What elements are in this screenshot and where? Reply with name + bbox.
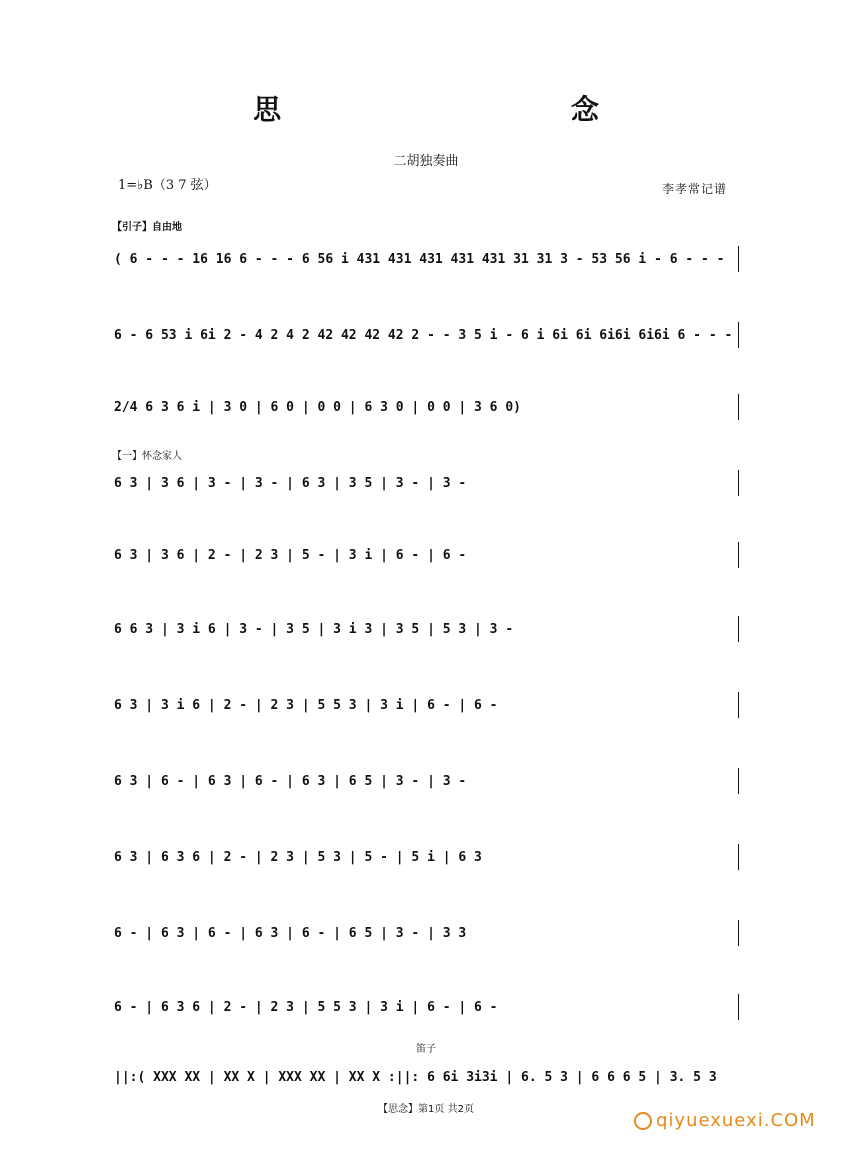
staff-line-12: ||:( XXX XX | XX X | XXX XX | XX X :||: 6 6i 3i3i | 6. 5 3 | 6 6 6 5 | 3. 5 3 bbox=[114, 1070, 717, 1085]
staff-line-11: 6 - | 6 3 6 | 2 - | 2 3 | 5 5 3 | 3 i | 6 - | 6 - bbox=[110, 990, 742, 1024]
staff-line-4: 6 3 | 3 6 | 3 - | 3 - | 6 3 | 3 5 | 3 - | 3 - bbox=[110, 466, 742, 500]
staff-line-8: 6 3 | 6 - | 6 3 | 6 - | 6 3 | 6 5 | 3 - | 3 - bbox=[110, 764, 742, 798]
staff-line-5: 6 3 | 3 6 | 2 - | 2 3 | 5 - | 3 i | 6 - | 6 - bbox=[110, 538, 742, 572]
subtitle: 二胡独奏曲 bbox=[393, 154, 459, 169]
dizi-label: 笛子 bbox=[416, 1044, 436, 1055]
section-intro-label: 【引子】自由地 bbox=[112, 222, 182, 233]
staff-line-1: ( 6 - - - 16 16 6 - - - 6 56 i 431 431 431 431 431 31 31 3 - 53 56 i - 6 - - - bbox=[110, 242, 742, 276]
section-part1-label: 【一】怀念家人 bbox=[112, 451, 182, 462]
watermark: qiyuexuexi.COM bbox=[634, 1110, 816, 1131]
staff-line-2: 6 - 6 53 i 6i 2 - 4 2 4 2 42 42 42 42 2 - - 3 5 i - 6 i 6i 6i 6i6i 6i6i 6 - - - bbox=[110, 318, 742, 352]
composer-credit: 李孝常记谱 bbox=[662, 182, 728, 196]
page-title: 思 念 bbox=[253, 93, 739, 126]
watermark-logo-icon bbox=[634, 1112, 652, 1130]
staff-line-9: 6 3 | 6 3 6 | 2 - | 2 3 | 5 3 | 5 - | 5 i | 6 3 bbox=[110, 840, 742, 874]
staff-line-6: 6 6 3 | 3 i 6 | 3 - | 3 5 | 3 i 3 | 3 5 | 5 3 | 3 - bbox=[110, 612, 742, 646]
page-footer: 【思念】第1页 共2页 bbox=[378, 1104, 474, 1115]
staff-line-7: 6 3 | 3 i 6 | 2 - | 2 3 | 5 5 3 | 3 i | 6 - | 6 - bbox=[110, 688, 742, 722]
key-signature: 1=♭B（3 7 弦） bbox=[118, 178, 217, 193]
staff-line-3: 2/4 6 3 6 i | 3 0 | 6 0 | 0 0 | 6 3 0 | 0 0 | 3 6 0) bbox=[110, 390, 742, 424]
staff-line-10: 6 - | 6 3 | 6 - | 6 3 | 6 - | 6 5 | 3 - | 3 3 bbox=[110, 916, 742, 950]
